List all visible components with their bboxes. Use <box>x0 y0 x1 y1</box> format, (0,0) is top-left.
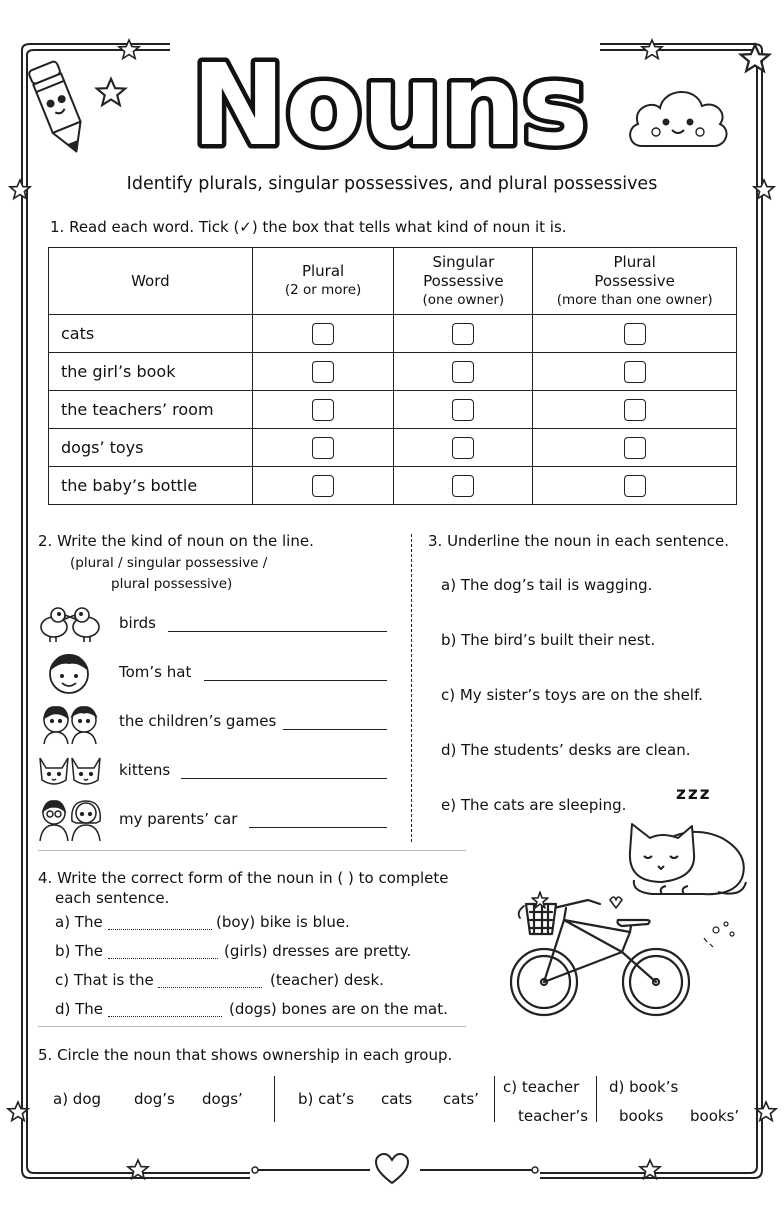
section4-sentence-end: (teacher) desk. <box>270 971 384 989</box>
boy-face-icon <box>46 650 92 696</box>
sentence[interactable]: a) The dog’s tail is wagging. <box>441 576 653 594</box>
choice-word[interactable]: books’ <box>690 1107 740 1125</box>
plural-checkbox[interactable] <box>312 475 334 497</box>
choice-word[interactable]: cats <box>381 1090 413 1108</box>
singular-possessive-checkbox[interactable] <box>452 399 474 421</box>
star-icon <box>94 76 128 110</box>
plural-possessive-checkbox[interactable] <box>624 399 646 421</box>
section2-hint: plural possessive) <box>111 576 233 592</box>
star-icon <box>754 1100 778 1124</box>
star-icon <box>117 38 141 62</box>
plural-possessive-header: Plural Possessive (more than one owner) <box>533 248 737 315</box>
section4-label: c) That is the <box>55 971 154 989</box>
sleeping-cat-icon <box>622 812 752 898</box>
section2-instruction: 2. Write the kind of noun on the line. <box>38 532 314 550</box>
table-row <box>49 315 737 353</box>
sleeping-zzz: z z z <box>676 784 708 804</box>
table-row <box>49 353 737 391</box>
word-cell: cats <box>49 315 253 353</box>
group-divider <box>494 1076 495 1122</box>
group-divider <box>596 1076 597 1122</box>
section4-instruction: 4. Write the correct form of the noun in ( ) to complete <box>38 869 449 887</box>
table-row <box>49 467 737 505</box>
star-icon <box>6 1100 30 1124</box>
choice-word[interactable]: a) dog <box>53 1090 102 1108</box>
choice-word[interactable]: cats’ <box>443 1090 479 1108</box>
plural-checkbox[interactable] <box>312 361 334 383</box>
answer-line[interactable] <box>158 987 262 988</box>
answer-line[interactable] <box>249 827 387 828</box>
star-icon <box>126 1158 150 1182</box>
word-header: Word <box>49 248 253 315</box>
answer-line[interactable] <box>108 1016 222 1017</box>
word-cell: dogs’ toys <box>49 429 253 467</box>
choice-word[interactable]: c) teacher <box>503 1078 580 1096</box>
group-divider <box>274 1076 275 1122</box>
children-icon <box>38 702 102 746</box>
section2-item: my parents’ car <box>119 810 238 828</box>
plural-possessive-checkbox[interactable] <box>624 361 646 383</box>
sentence[interactable]: d) The students’ desks are clean. <box>441 741 691 759</box>
subtitle: Identify plurals, singular possessives, and plural possessives <box>126 174 658 194</box>
section2-hint: (plural / singular possessive / <box>70 555 268 571</box>
answer-line[interactable] <box>108 929 212 930</box>
parents-icon <box>36 797 104 843</box>
choice-word[interactable]: teacher’s <box>518 1107 589 1125</box>
word-cell: the girl’s book <box>49 353 253 391</box>
kittens-icon <box>36 752 104 792</box>
singular-possessive-checkbox[interactable] <box>452 361 474 383</box>
answer-line[interactable] <box>204 680 387 681</box>
answer-line[interactable] <box>181 778 387 779</box>
star-icon <box>638 1158 662 1182</box>
star-icon <box>640 38 664 62</box>
singular-possessive-checkbox[interactable] <box>452 475 474 497</box>
choice-word[interactable]: d) book’s <box>609 1078 679 1096</box>
table-row <box>49 391 737 429</box>
singular-possessive-checkbox[interactable] <box>452 437 474 459</box>
section2-item: kittens <box>119 761 171 779</box>
star-icon <box>738 42 772 76</box>
section3-instruction: 3. Underline the noun in each sentence. <box>428 532 729 550</box>
word-cell: the teachers’ room <box>49 391 253 429</box>
choice-word[interactable]: dog’s <box>134 1090 175 1108</box>
bicycle-icon <box>504 890 750 1030</box>
table-row <box>49 429 737 467</box>
sentence[interactable]: e) The cats are sleeping. <box>441 796 627 814</box>
sentence[interactable]: b) The bird’s built their nest. <box>441 631 656 649</box>
plural-checkbox[interactable] <box>312 437 334 459</box>
birds-icon <box>36 605 106 645</box>
separator-line <box>38 1026 466 1027</box>
svg-text:Nouns: Nouns <box>191 44 589 164</box>
section2-item: the children’s games <box>119 712 277 730</box>
section4-instruction: each sentence. <box>55 889 170 907</box>
answer-line[interactable] <box>283 729 387 730</box>
plural-checkbox[interactable] <box>312 399 334 421</box>
answer-line[interactable] <box>168 631 387 632</box>
heart-icon <box>374 1152 410 1186</box>
cloud-mascot-icon <box>624 80 734 154</box>
section4-label: a) The <box>55 913 103 931</box>
plural-possessive-checkbox[interactable] <box>624 437 646 459</box>
page-title <box>170 44 610 164</box>
table-header-row <box>49 248 737 315</box>
separator-line <box>38 850 466 851</box>
choice-word[interactable]: b) cat’s <box>298 1090 355 1108</box>
section2-item: Tom’s hat <box>119 663 192 681</box>
section4-label: b) The <box>55 942 104 960</box>
pencil-mascot-icon <box>28 58 94 158</box>
word-cell: the baby’s bottle <box>49 467 253 505</box>
plural-checkbox[interactable] <box>312 323 334 345</box>
section1-instruction: 1. Read each word. Tick (✓) the box that tells what kind of noun it is. <box>50 218 567 236</box>
section4-sentence-end: (dogs) bones are on the mat. <box>229 1000 448 1018</box>
section4-label: d) The <box>55 1000 104 1018</box>
section5-instruction: 5. Circle the noun that shows ownership in each group. <box>38 1046 453 1064</box>
plural-header: Plural (2 or more) <box>252 248 394 315</box>
plural-possessive-checkbox[interactable] <box>624 475 646 497</box>
section2-item: birds <box>119 614 156 632</box>
sentence[interactable]: c) My sister’s toys are on the shelf. <box>441 686 703 704</box>
section4-sentence-end: (boy) bike is blue. <box>216 913 350 931</box>
section4-sentence-end: (girls) dresses are pretty. <box>224 942 412 960</box>
choice-word[interactable]: books <box>619 1107 664 1125</box>
singular-possessive-checkbox[interactable] <box>452 323 474 345</box>
section-divider <box>411 534 412 842</box>
answer-line[interactable] <box>108 958 218 959</box>
noun-table <box>48 247 737 505</box>
plural-possessive-checkbox[interactable] <box>624 323 646 345</box>
singular-possessive-header: Singular Possessive (one owner) <box>394 248 533 315</box>
choice-word[interactable]: dogs’ <box>202 1090 243 1108</box>
